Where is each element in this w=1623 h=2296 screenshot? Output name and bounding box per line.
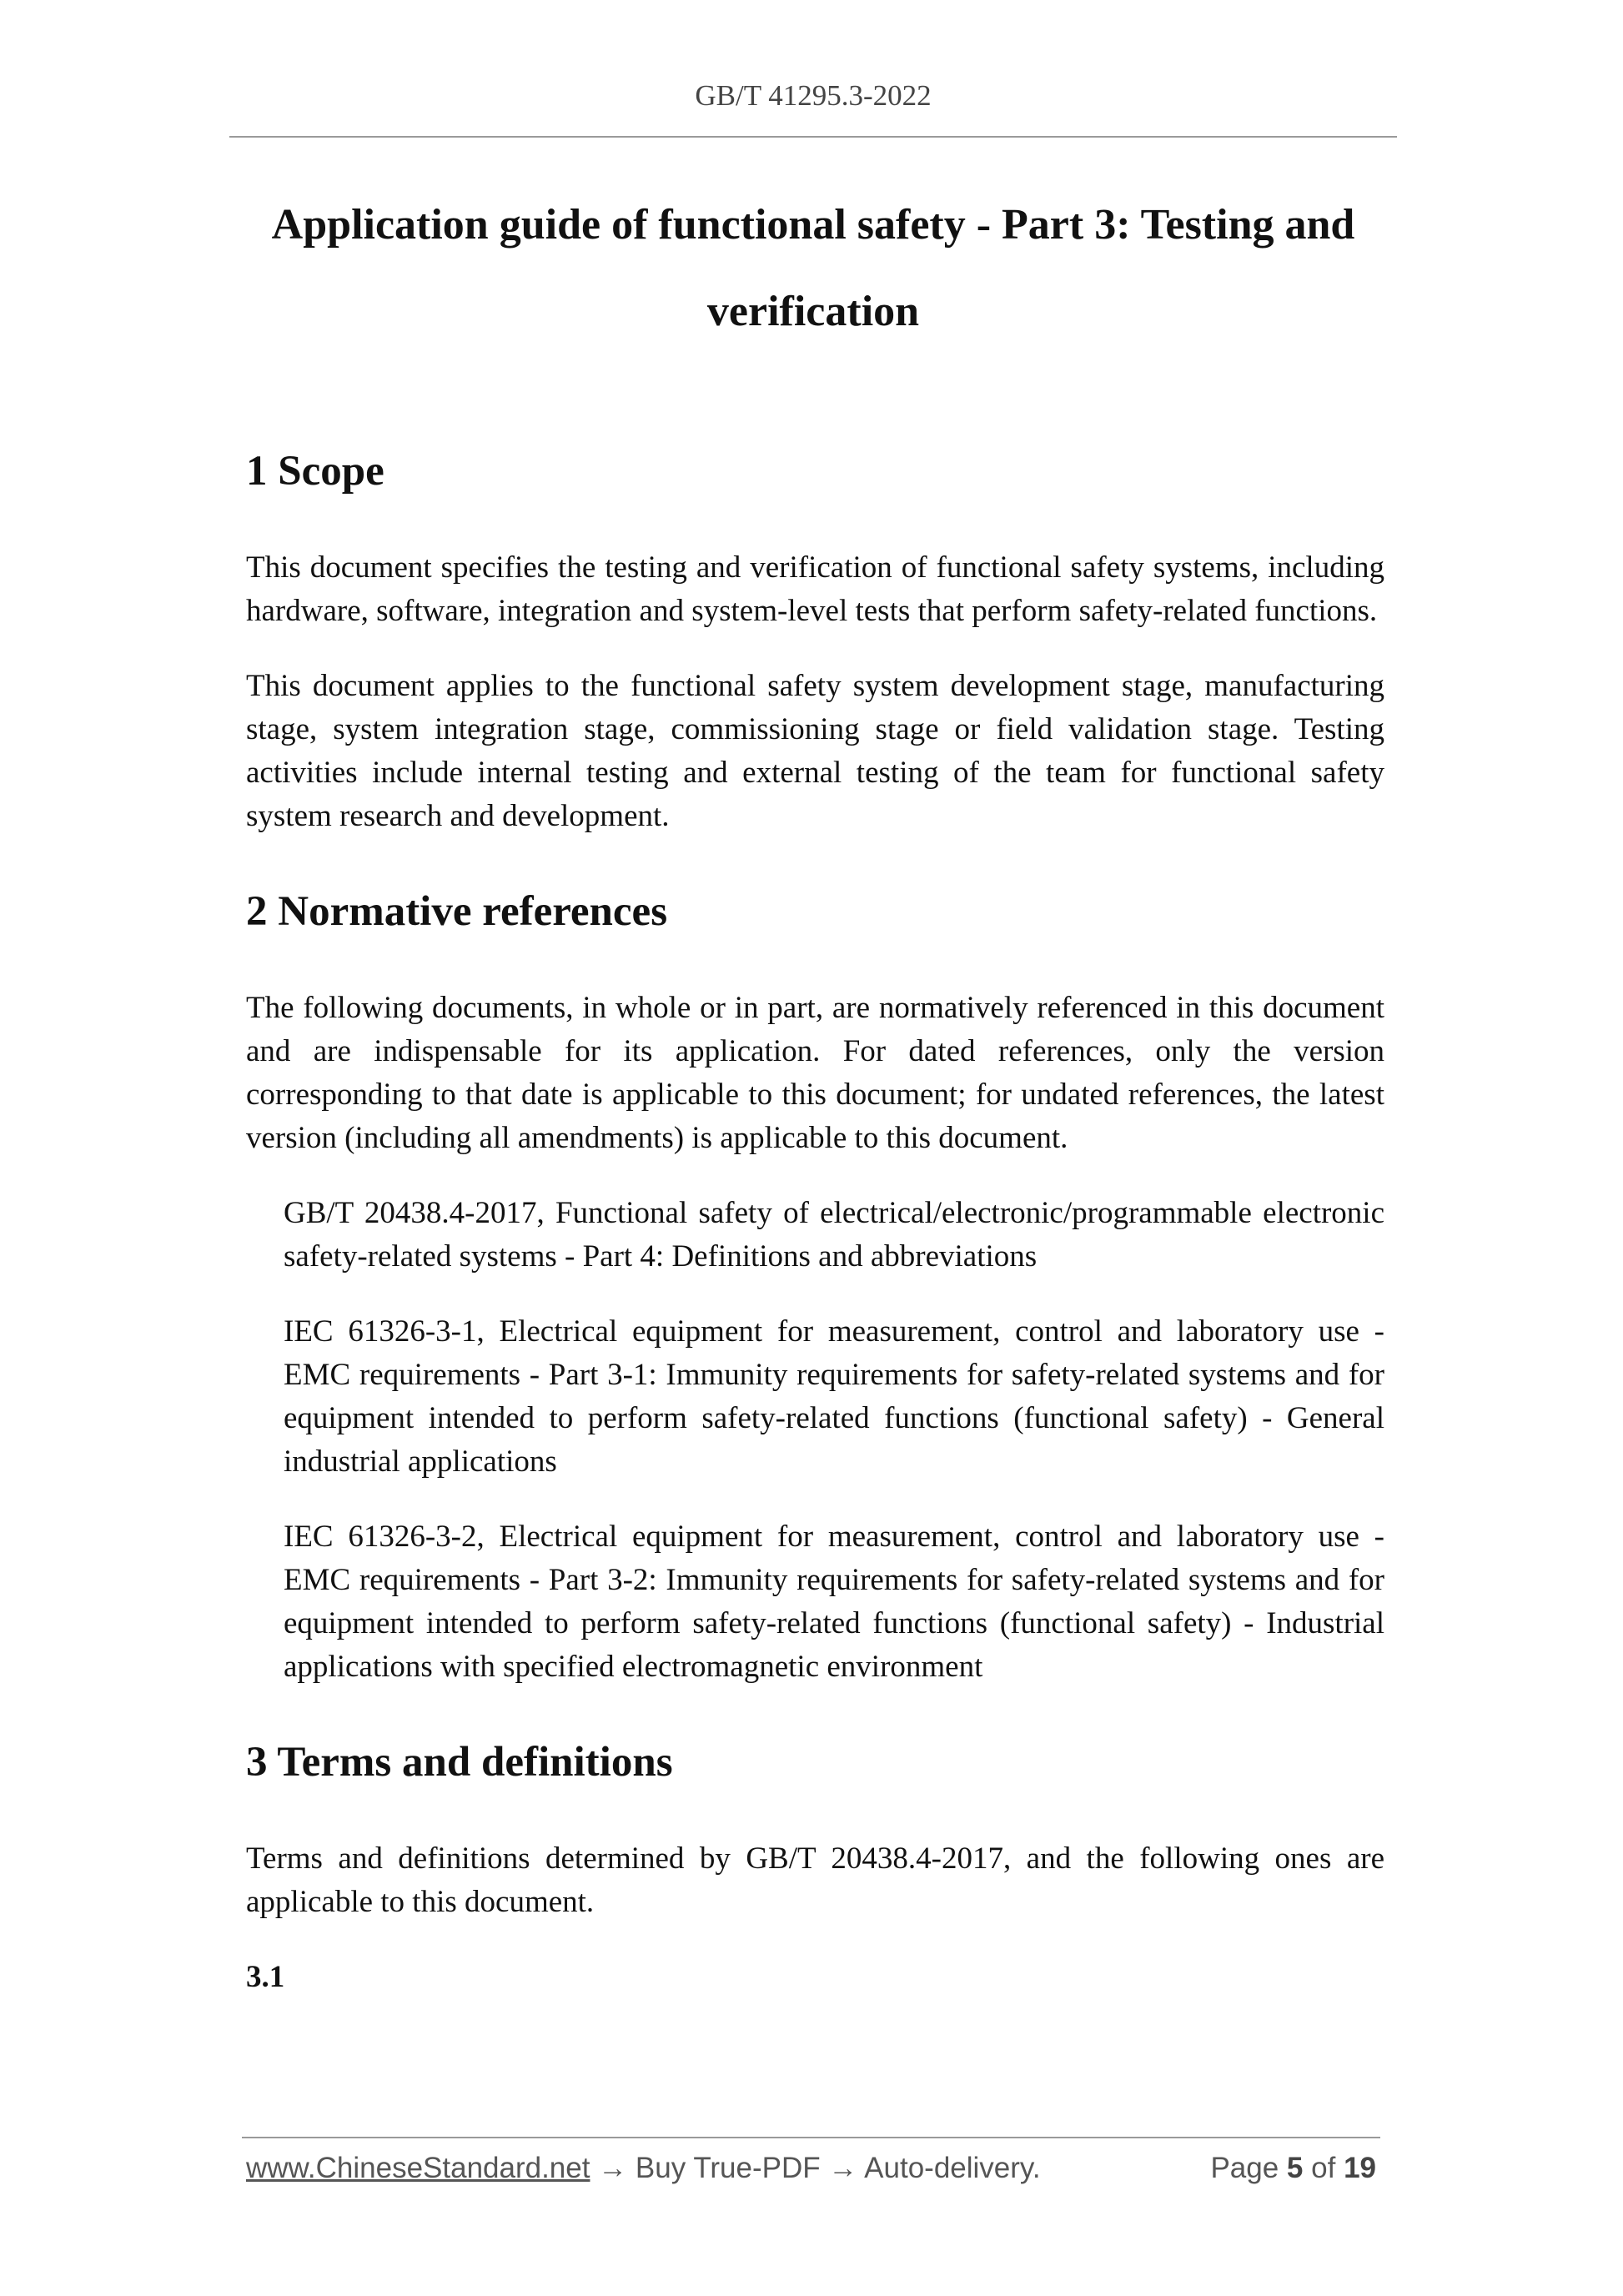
page-label: Page — [1210, 2152, 1279, 2184]
header-divider — [229, 136, 1397, 138]
scope-paragraph-2: This document applies to the functional safety system development stage, manufacturing stage, system integration stage, commissioning stage or field validation stage. Testing activities include internal testing and external testing of the team for functional safety system research and development. — [246, 669, 1384, 833]
page-footer — [246, 2152, 1376, 2202]
document-title — [229, 182, 1397, 355]
section-heading-scope: 1 Scope — [246, 448, 384, 495]
section-heading-terms: 3 Terms and definitions — [246, 1739, 673, 1786]
running-header: GB/T 41295.3-2022 — [695, 79, 932, 112]
terms-paragraph: Terms and definitions determined by GB/T 20438.4-2017, and the following ones are applicable to this document. — [246, 1841, 1384, 1919]
title-line-1: Application guide of functional safety - Part 3: Testing and — [271, 201, 1355, 249]
page-number — [1210, 2152, 1376, 2185]
footer-divider — [242, 2137, 1380, 2138]
scope-paragraph-1: This document specifies the testing and verification of functional safety systems, including hardware, software, integration and system-level tests that perform safety-related functions. — [246, 550, 1384, 628]
page-of: of — [1311, 2152, 1336, 2184]
reference-item: GB/T 20438.4-2017, Functional safety of electrical/electronic/programmable electronic safety-related systems - Part 4: Definitions and abbreviations — [284, 1196, 1384, 1274]
title-line-2: verification — [706, 288, 920, 335]
website-link[interactable]: www.ChineseStandard.net — [246, 2152, 590, 2184]
document-body — [246, 430, 1384, 1999]
page-total: 19 — [1344, 2152, 1376, 2184]
section-heading-normative: 2 Normative references — [246, 888, 668, 935]
reference-item: IEC 61326-3-2, Electrical equipment for measurement, control and laboratory use - EMC requirements - Part 3-2: Immunity requirements for safety-related systems and for equipment intended to perform safety-related functions (functional safety) - Industrial applications with specified electromagnetic environment — [284, 1520, 1384, 1684]
normative-intro: The following documents, in whole or in part, are normatively referenced in this document and are indispensable for its application. For dated references, only the version corresponding to that date is applicable to this document; for undated references, the latest version (including all amendments) is applicable to this document. — [246, 991, 1384, 1155]
reference-item: IEC 61326-3-1, Electrical equipment for measurement, control and laboratory use - EMC requirements - Part 3-1: Immunity requirements for safety-related systems and for equipment intended to perform safety-related functions (functional safety) - General industrial applications — [284, 1314, 1384, 1479]
footer-tagline: → Buy True-PDF → Auto-delivery. — [590, 2152, 1041, 2184]
page-current: 5 — [1286, 2152, 1304, 2184]
term-number: 3.1 — [246, 1960, 285, 1994]
